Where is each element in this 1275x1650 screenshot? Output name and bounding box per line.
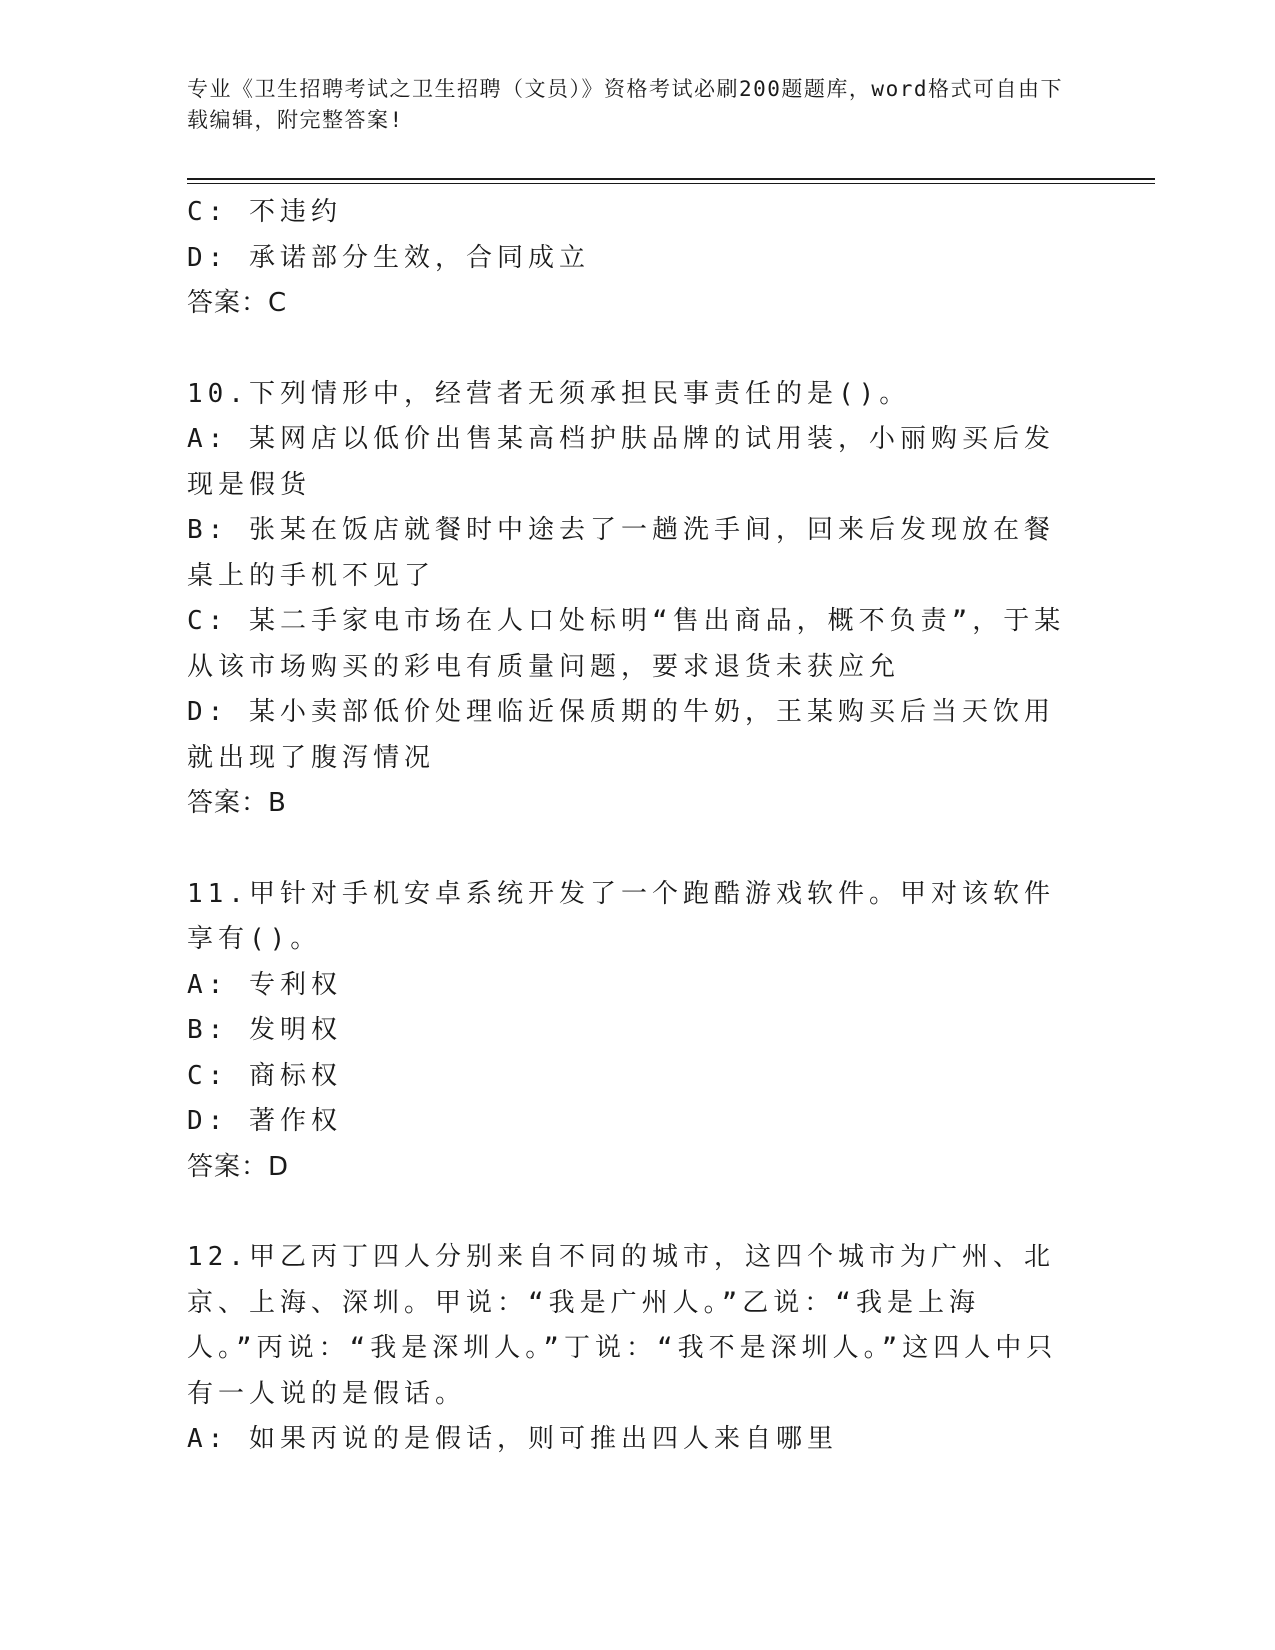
option-d: D: 著作权 [187,1106,342,1136]
question-stem: 10.下列情形中，经营者无须承担民事责任的是()。 [187,378,911,409]
answer: 答案：D [187,1151,290,1182]
question-9-tail [187,190,1077,327]
option-a: A: 某网店以低价出售某高档护肤品牌的试用装，小丽购买后发现是假货 [187,424,1055,500]
option-c: C: 不违约 [187,197,342,227]
question-10 [187,372,1077,827]
spacer [187,827,1077,872]
question-11 [187,872,1077,1191]
option-b: B: 发明权 [187,1015,342,1045]
spacer [187,1190,1077,1235]
option-d: D: 承诺部分生效，合同成立 [187,242,590,273]
document-header [187,74,1067,136]
answer: 答案：B [187,788,287,818]
spacer [187,327,1077,372]
option-a: A: 专利权 [187,969,342,1000]
option-c: C: 某二手家电市场在人口处标明“售出商品，概不负责”，于某从该市场购买的彩电有质量问题，要求退货未获应允 [187,606,1066,682]
document-body [187,190,1077,1463]
option-b: B: 张某在饭店就餐时中途去了一趟洗手间，回来后发现放在餐桌上的手机不见了 [187,515,1055,591]
answer: 答案：C [187,288,288,318]
question-stem: 12.甲乙丙丁四人分别来自不同的城市，这四个城市为广州、北京、上海、深圳。甲说：“我是广州人。”乙说：“我是上海人。”丙说：“我是深圳人。”丁说：“我不是深圳人。”这四人中只有一人说的是假话。 [187,1242,1058,1409]
option-c: C: 商标权 [187,1060,342,1091]
question-12 [187,1235,1077,1463]
header-rule-thin [187,183,1155,184]
option-a: A: 如果丙说的是假话，则可推出四人来自哪里 [187,1424,838,1454]
option-d: D: 某小卖部低价处理临近保质期的牛奶，王某购买后当天饮用就出现了腹泻情况 [187,697,1055,773]
header-rule-thick [187,178,1155,180]
question-stem: 11.甲针对手机安卓系统开发了一个跑酷游戏软件。甲对该软件享有()。 [187,878,1055,954]
header-title: 专业《卫生招聘考试之卫生招聘（文员）》资格考试必刷200题题库，word格式可自由下载编辑，附完整答案! [187,77,1063,132]
